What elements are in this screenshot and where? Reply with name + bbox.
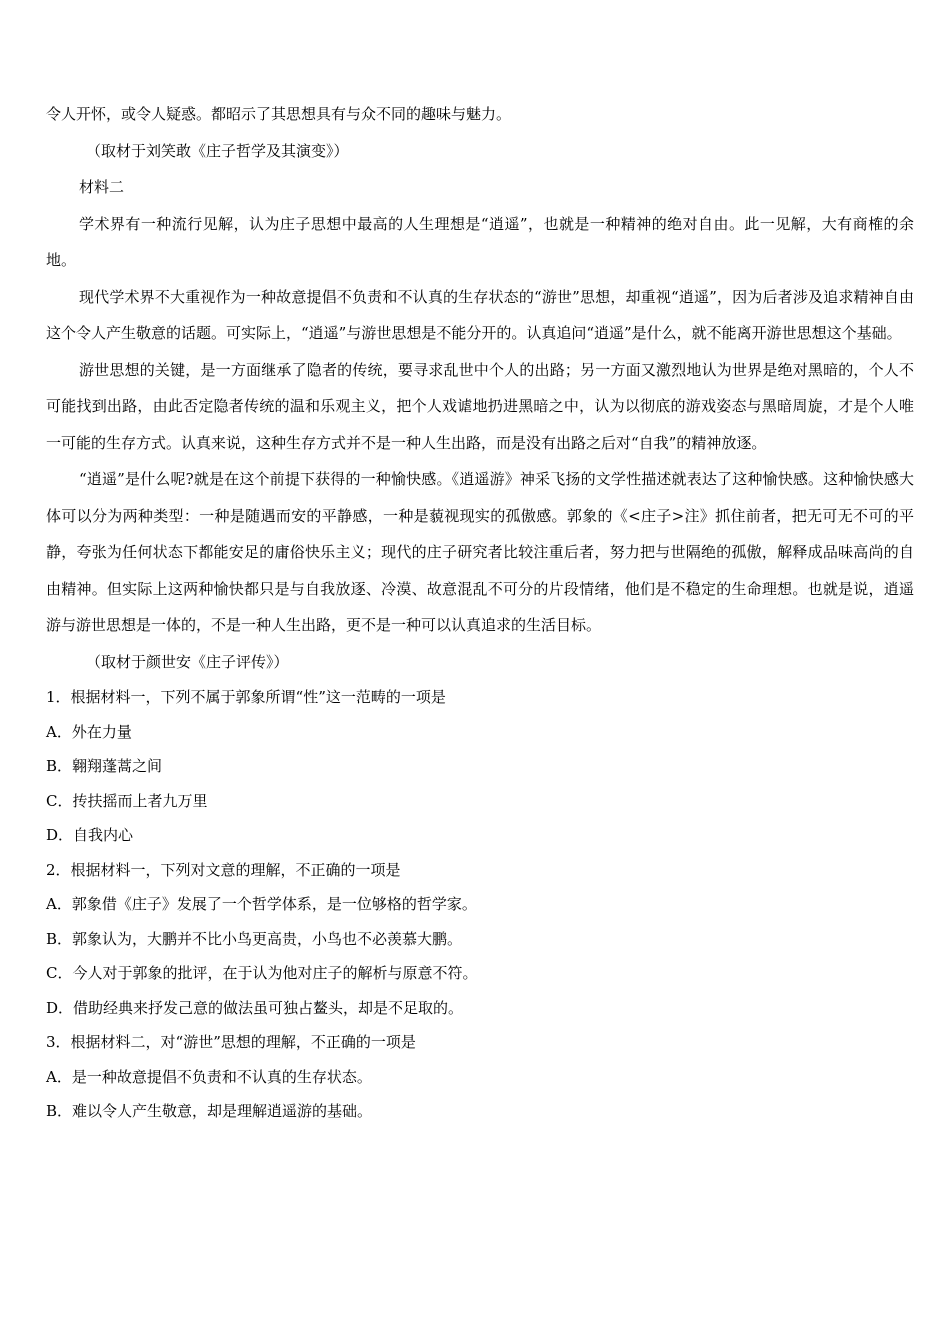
option-b: B．翱翔蓬蒿之间 (46, 757, 163, 775)
option-b: B．难以令人产生敬意，却是理解逍遥游的基础。 (46, 1102, 373, 1120)
question-3 (46, 1025, 914, 1129)
option-c: C．抟扶摇而上者九万里 (46, 791, 208, 810)
document-page (46, 96, 914, 1129)
option-d: D．借助经典来抒发己意的做法虽可独占鳌头，却是不足取的。 (46, 998, 464, 1017)
option-d: D．自我内心 (46, 826, 134, 844)
paragraph-1: 学术界有一种流行见解，认为庄子思想中最高的人生理想是“逍遥”，也就是一种精神的绝对自由。此一见解，大有商榷的余地。 (46, 214, 914, 269)
paragraph-3: 游世思想的关键，是一方面继承了隐者的传统，要寻求乱世中个人的出路；另一方面又激烈地认为世界是绝对黑暗的，个人不可能找到出路，由此否定隐者传统的温和乐观主义，把个人戏谑地扔进黑暗之中，认为以彻底的游戏姿态与黑暗周旋，才是个人唯一可能的生存方式。认真来说，这种生存方式并不是一种人生出路，而是没有出路之后对“自我”的精神放逐。 (46, 360, 914, 452)
option-b: B．郭象认为，大鹏并不比小鸟更高贵，小鸟也不必羡慕大鹏。 (46, 929, 463, 948)
option-a: A．是一种故意提倡不负责和不认真的生存状态。 (46, 1067, 372, 1086)
paragraph-continuation: 令人开怀，或令人疑惑。都昭示了其思想具有与众不同的趣味与魅力。 (46, 105, 512, 123)
option-a: A．外在力量 (46, 722, 132, 741)
paragraph-4: “逍遥”是什么呢?就是在这个前提下获得的一种愉快感。《逍遥游》神采飞扬的文学性描述就表达了这种愉快感。这种愉快感大体可以分为两种类型：一种是随遇而安的平静感，一种是藐视现实的孤傲感。郭象的《<庄子>注》抓住前者，把无可无不可的平静，夸张为任何状态下都能安足的庸俗快乐主义；现代的庄子研究者比较注重后者，努力把与世隔绝的孤傲，解释成品味高尚的自由精神。但实际上这两种愉快都只是与自我放逐、冷漠、故意混乱不可分的片段情绪，他们是不稳定的生命理想。也就是说，逍遥游与游世思想是一体的，不是一种人生出路，更不是一种可以认真追求的生活目标。 (46, 470, 914, 634)
material-two-heading: 材料二 (79, 178, 125, 196)
question-1 (46, 680, 914, 853)
citation-material-two: （取材于颜世安《庄子评传》） (86, 652, 289, 671)
question-stem: 2．根据材料一，下列对文意的理解，不正确的一项是 (46, 860, 401, 879)
question-stem: 3．根据材料二，对“游世”思想的理解，不正确的一项是 (46, 1033, 416, 1051)
question-stem: 1．根据材料一，下列不属于郭象所谓“性”这一范畴的一项是 (46, 688, 446, 706)
question-2 (46, 853, 914, 1026)
option-c: C．今人对于郭象的批评，在于认为他对庄子的解析与原意不符。 (46, 964, 478, 982)
citation-material-one: （取材于刘笑敢《庄子哲学及其演变》） (86, 141, 349, 160)
paragraph-2: 现代学术界不大重视作为一种故意提倡不负责和不认真的生存状态的“游世”思想，却重视“逍遥”，因为后者涉及追求精神自由这个令人产生敬意的话题。可实际上，“逍遥”与游世思想是不能分开的。认真追问“逍遥”是什么，就不能离开游世思想这个基础。 (46, 287, 914, 342)
option-a: A．郭象借《庄子》发展了一个哲学体系，是一位够格的哲学家。 (46, 895, 477, 913)
